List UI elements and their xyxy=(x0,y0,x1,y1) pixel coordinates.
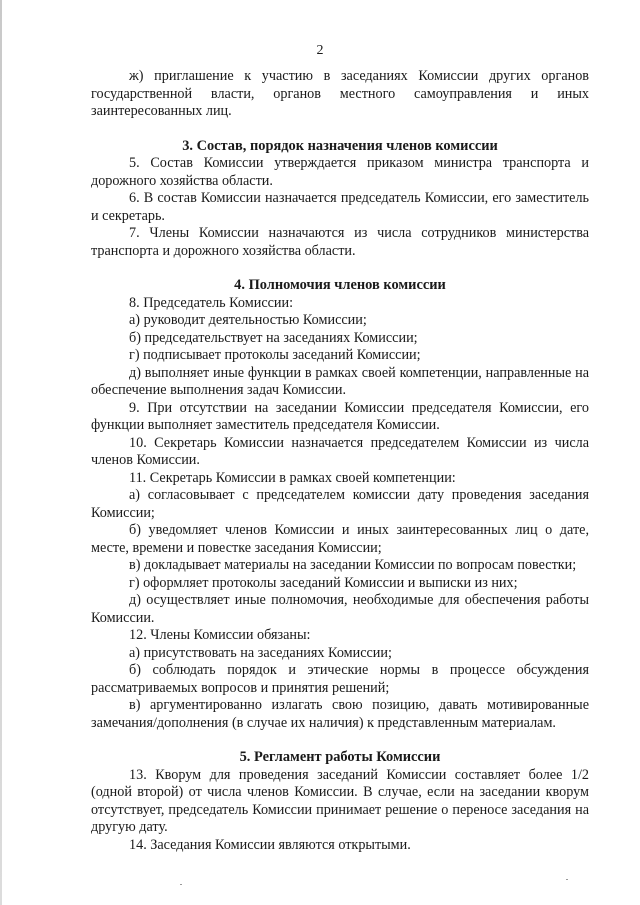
paragraph-10: 10. Секретарь Комиссии назначается председателем Комиссии из числа членов Комиссии. xyxy=(91,434,589,468)
paragraph-12c: в) аргументированно излагать свою позицию, давать мотивированные замечания/дополнения (в случае их наличия) к представленным материалам. xyxy=(91,697,589,731)
document-body xyxy=(91,68,589,854)
paragraph-12b: б) соблюдать порядок и этические нормы в процессе обсуждения рассматриваемых вопросов и принятия решений; xyxy=(91,662,589,696)
section-5-heading: 5. Регламент работы Комиссии xyxy=(239,749,441,765)
paragraph-11b: б) уведомляет членов Комиссии и иных заинтересованных лиц о дате, месте, времени и повестке заседания Комиссии; xyxy=(91,522,589,556)
scan-speck xyxy=(180,884,182,885)
paragraph-12a: а) присутствовать на заседаниях Комиссии; xyxy=(129,644,392,661)
paragraph-11d: г) оформляет протоколы заседаний Комиссии и выписки из них; xyxy=(129,574,518,591)
paragraph-6: 6. В состав Комиссии назначается председатель Комиссии, его заместитель и секретарь. xyxy=(91,190,589,224)
paragraph-8: 8. Председатель Комиссии: xyxy=(129,294,294,311)
paragraph-9: 9. При отсутствии на заседании Комиссии председателя Комиссии, его функции выполняет заместитель председателя Комиссии. xyxy=(91,399,589,433)
page-edge xyxy=(0,0,2,905)
paragraph-12: 12. Члены Комиссии обязаны: xyxy=(129,627,311,643)
paragraph-7: 7. Члены Комиссии назначаются из числа сотрудников министерства транспорта и дорожного хозяйства области. xyxy=(91,225,589,259)
paragraph-11: 11. Секретарь Комиссии в рамках своей компетенции: xyxy=(129,469,456,486)
paragraph-11e: д) осуществляет иные полномочия, необходимые для обеспечения работы Комиссии. xyxy=(91,592,589,626)
paragraph-8a: а) руководит деятельностью Комиссии; xyxy=(129,312,367,328)
paragraph-13: 13. Кворум для проведения заседаний Комиссии составляет более 1/2 (одной второй) от числа членов Комиссии. В случае, если на заседании кворум отсутствует, председатель Комиссии принимает решение о переносе заседания на другую дату. xyxy=(91,766,589,835)
paragraph-intro-item: ж) приглашение к участию в заседаниях Комиссии других органов государственной власти, органов местного самоуправления и иных заинтересованных лиц. xyxy=(91,68,589,119)
paragraph-8d: д) выполняет иные функции в рамках своей компетенции, направленные на обеспечение выполнения задач Комиссии. xyxy=(91,364,589,398)
paragraph-11a: а) согласовывает с председателем комиссии дату проведения заседания Комиссии; xyxy=(91,487,589,521)
paragraph-11c: в) докладывает материалы на заседании Комиссии по вопросам повестки; xyxy=(129,557,577,573)
paragraph-8b: б) председательствует на заседаниях Комиссии; xyxy=(129,329,418,346)
section-3-heading: 3. Состав, порядок назначения членов комиссии xyxy=(182,137,498,154)
paragraph-5: 5. Состав Комиссии утверждается приказом министра транспорта и дорожного хозяйства области. xyxy=(91,155,589,189)
section-4-heading: 4. Полномочия членов комиссии xyxy=(234,277,446,293)
paragraph-14: 14. Заседания Комиссии являются открытыми. xyxy=(129,836,411,853)
page-number: 2 xyxy=(316,43,324,58)
paragraph-8c: г) подписывает протоколы заседаний Комиссии; xyxy=(129,347,421,363)
scan-speck xyxy=(566,879,568,880)
